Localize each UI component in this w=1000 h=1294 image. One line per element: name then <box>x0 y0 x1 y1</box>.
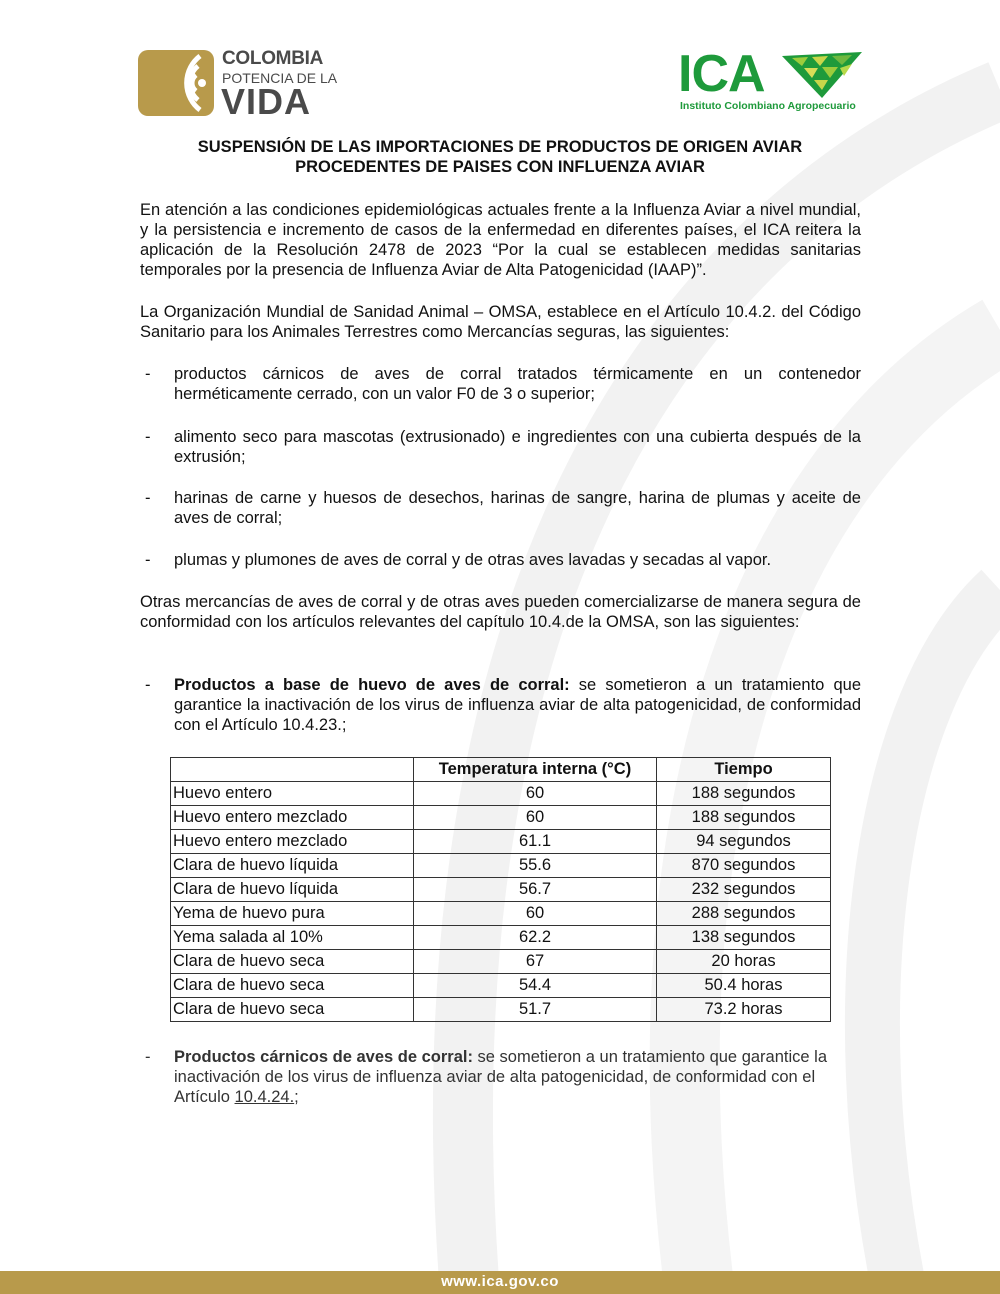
table-cell-temperature: 60 <box>414 806 657 830</box>
table-cell-temperature: 61.1 <box>414 830 657 854</box>
table-cell-temperature: 54.4 <box>414 974 657 998</box>
table-cell-time: 288 segundos <box>657 902 831 926</box>
table-row <box>171 878 831 902</box>
bullet-dash: - <box>145 676 151 694</box>
list-item-text: plumas y plumones de aves de corral y de otras aves lavadas y secadas al vapor. <box>174 551 772 569</box>
list-item-egg-products <box>140 675 861 735</box>
table-cell-product: Clara de huevo seca <box>171 974 414 998</box>
table-row <box>171 806 831 830</box>
title-line-1: SUSPENSIÓN DE LAS IMPORTACIONES DE PRODUCTOS DE ORIGEN AVIAR <box>197 138 803 156</box>
list-item-body: se sometieron a un tratamiento que garantice la inactivación de los virus de influenza aviar de alta patogenicidad, de conformidad con el Artículo <box>174 1048 827 1106</box>
table-cell-time: 94 segundos <box>657 830 831 854</box>
list-item-body: se sometieron a un tratamiento que garantice la inactivación de los virus de influenza aviar de alta patogenicidad, de conformidad con el Artículo 10.4.23.; <box>174 676 862 734</box>
colombia-logo-line3: VIDA <box>221 81 312 122</box>
list-item-text <box>174 1047 861 1107</box>
list-item <box>140 427 861 467</box>
table-cell-time: 232 segundos <box>657 878 831 902</box>
article-10-4-24-link[interactable]: 10.4.24. <box>234 1088 295 1106</box>
table-row <box>171 830 831 854</box>
ica-logo-subtitle: Instituto Colombiano Agropecuario <box>680 100 856 112</box>
table-cell-product: Huevo entero <box>171 782 414 806</box>
table-cell-time: 138 segundos <box>657 926 831 950</box>
colombia-logo-line1: COLOMBIA <box>222 48 324 69</box>
list-item-bold-label: Productos cárnicos de aves de corral: <box>174 1048 473 1066</box>
table-row <box>171 902 831 926</box>
table-cell-time: 870 segundos <box>657 854 831 878</box>
table-row <box>171 854 831 878</box>
title-line-2: PROCEDENTES DE PAISES CON INFLUENZA AVIAR <box>295 158 705 176</box>
paragraph-omsa: La Organización Mundial de Sanidad Animal – OMSA, establece en el Artículo 10.4.2. del Código Sanitario para los Animales Terrestres como Mercancías seguras, las siguientes: <box>140 303 861 341</box>
footer-bar <box>0 1271 1000 1294</box>
ica-logo <box>678 45 868 120</box>
table-cell-product: Clara de huevo seca <box>171 950 414 974</box>
table-header-row <box>171 758 831 782</box>
table-cell-temperature: 60 <box>414 782 657 806</box>
colombia-logo-mark-icon <box>138 50 214 116</box>
table-cell-time: 188 segundos <box>657 806 831 830</box>
table-cell-product: Yema salada al 10% <box>171 926 414 950</box>
list-item <box>140 488 861 528</box>
table-cell-product: Huevo entero mezclado <box>171 806 414 830</box>
table-cell-time: 50.4 horas <box>657 974 831 998</box>
table-row <box>171 974 831 998</box>
document-title <box>140 137 860 177</box>
egg-treatment-table <box>170 757 831 1022</box>
ica-mosaic-leaf-icon <box>782 52 862 98</box>
table-cell-product: Clara de huevo seca <box>171 998 414 1022</box>
table-cell-product: Huevo entero mezclado <box>171 830 414 854</box>
list-item-text: alimento seco para mascotas (extrusionado) e ingredientes con una cubierta después de la extrusión; <box>174 428 861 466</box>
table-cell-temperature: 60 <box>414 902 657 926</box>
bullet-dash: - <box>145 1048 151 1066</box>
table-cell-time: 73.2 horas <box>657 998 831 1022</box>
bullet-dash: - <box>145 428 151 446</box>
table-cell-temperature: 67 <box>414 950 657 974</box>
list-item-text: productos cárnicos de aves de corral tratados térmicamente en un contenedor herméticamente cerrado, con un valor F0 de 3 o superior; <box>174 365 861 403</box>
list-item <box>140 550 861 570</box>
list-item-end: ; <box>294 1088 299 1106</box>
list-item-text <box>174 675 861 735</box>
list-item-text: harinas de carne y huesos de desechos, harinas de sangre, harina de plumas y aceite de aves de corral; <box>174 489 861 527</box>
table-cell-temperature: 51.7 <box>414 998 657 1022</box>
list-item-meat-products <box>140 1047 861 1107</box>
bullet-dash: - <box>145 551 151 569</box>
list-item <box>140 364 861 404</box>
table-header-cell: Tiempo <box>657 758 831 782</box>
table-cell-temperature: 56.7 <box>414 878 657 902</box>
list-item-bold-label: Productos a base de huevo de aves de corral: <box>174 676 570 694</box>
bullet-dash: - <box>145 365 151 383</box>
table-header-cell <box>171 758 414 782</box>
colombia-potencia-de-la-vida-logo <box>138 48 338 122</box>
ica-logo-word: ICA <box>678 45 765 103</box>
table-header-cell: Temperatura interna (°C) <box>414 758 657 782</box>
table-row <box>171 950 831 974</box>
footer-url-link[interactable]: www.ica.gov.co <box>441 1273 559 1290</box>
table-cell-product: Yema de huevo pura <box>171 902 414 926</box>
bullet-dash: - <box>145 489 151 507</box>
table-cell-temperature: 55.6 <box>414 854 657 878</box>
table-row <box>171 782 831 806</box>
table-cell-product: Clara de huevo líquida <box>171 878 414 902</box>
table-cell-time: 188 segundos <box>657 782 831 806</box>
table-cell-time: 20 horas <box>657 950 831 974</box>
table-cell-temperature: 62.2 <box>414 926 657 950</box>
colombia-logo-line2: POTENCIA DE LA <box>222 70 338 86</box>
table-cell-product: Clara de huevo líquida <box>171 854 414 878</box>
paragraph-intro: En atención a las condiciones epidemiológicas actuales frente a la Influenza Aviar a nivel mundial, y la persistencia e incremento de casos de la enfermedad en diferentes países, el ICA reitera la aplicación de la Resolución 2478 de 2023 “Por la cual se establecen medidas sanitarias temporales por la presencia de Influenza Aviar de Alta Patogenicidad (IAAP)”. <box>140 201 861 279</box>
table-row <box>171 998 831 1022</box>
paragraph-other-goods: Otras mercancías de aves de corral y de otras aves pueden comercializarse de manera segura de conformidad con los artículos relevantes del capítulo 10.4.de la OMSA, son las siguientes: <box>140 593 861 631</box>
table-row <box>171 926 831 950</box>
